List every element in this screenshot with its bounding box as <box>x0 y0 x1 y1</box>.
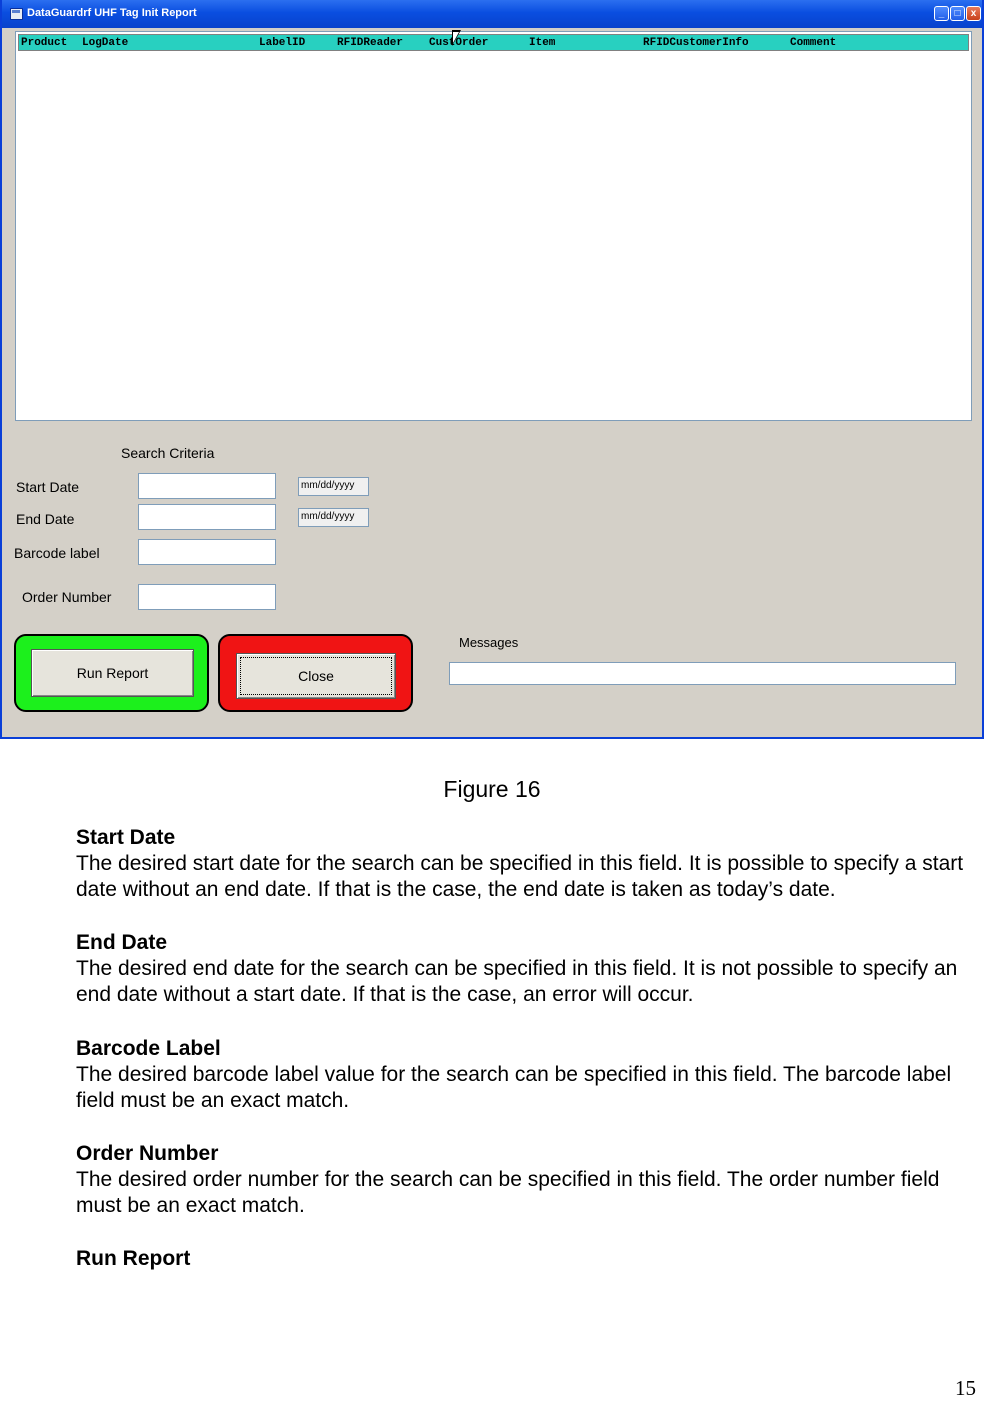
start-date-format-hint: mm/dd/yyyy <box>298 477 369 496</box>
column-header-comment[interactable]: Comment <box>790 37 837 49</box>
search-criteria-heading: Search Criteria <box>121 445 215 461</box>
section-start-date <box>76 825 982 903</box>
barcode-label-input[interactable] <box>138 539 276 565</box>
barcode-label-label: Barcode label <box>14 545 100 561</box>
column-header-logdate[interactable]: LogDate <box>82 37 129 49</box>
title-bar[interactable] <box>2 0 982 28</box>
section-barcode-label <box>76 1036 982 1114</box>
section-heading: Order Number <box>76 1142 219 1165</box>
section-run-report <box>76 1246 982 1272</box>
messages-field <box>449 662 956 685</box>
section-body: The desired barcode label value for the search can be specified in this field. The barcode label field must be an exact match. <box>76 1063 952 1112</box>
order-number-input[interactable] <box>138 584 276 610</box>
section-heading: Run Report <box>76 1247 191 1270</box>
end-date-format-hint: mm/dd/yyyy <box>298 508 369 527</box>
section-end-date <box>76 930 982 1008</box>
section-heading: End Date <box>76 931 168 954</box>
section-body: The desired order number for the search can be specified in this field. The order number field must be an exact match. <box>76 1168 940 1217</box>
page-number: 15 <box>955 1376 976 1400</box>
column-header-labelid[interactable]: LabelID <box>259 37 306 49</box>
messages-label: Messages <box>459 635 519 650</box>
maximize-button[interactable]: □ <box>950 6 965 21</box>
order-number-label: Order Number <box>22 589 112 605</box>
end-date-label: End Date <box>16 511 75 527</box>
close-button-frame <box>218 634 413 712</box>
minimize-button[interactable]: _ <box>934 6 949 21</box>
end-date-input[interactable] <box>138 504 276 530</box>
start-date-label: Start Date <box>16 479 80 495</box>
section-body: The desired start date for the search can be specified in this field. It is possible to specify a start date without an end date. If that is the case, the end date is taken as today’s date. <box>76 852 964 901</box>
close-window-button[interactable]: x <box>966 6 981 21</box>
run-report-button-frame <box>14 634 209 712</box>
section-body: The desired end date for the search can be specified in this field. It is not possible to specify an end date without a start date. If that is the case, an error will occur. <box>76 957 958 1006</box>
run-report-button[interactable]: Run Report <box>31 649 194 697</box>
figure-caption: Figure 16 <box>443 776 541 802</box>
column-header-item[interactable]: Item <box>529 37 556 49</box>
column-header-custorder[interactable]: CustOrder <box>429 37 489 49</box>
section-heading: Start Date <box>76 826 176 849</box>
close-button[interactable]: Close <box>236 653 396 699</box>
report-grid[interactable] <box>15 31 972 421</box>
column-header-rfidreader[interactable]: RFIDReader <box>337 37 404 49</box>
column-header-rfidcustomerinfo[interactable]: RFIDCustomerInfo <box>643 37 749 49</box>
app-icon <box>10 8 23 20</box>
section-order-number <box>76 1141 982 1219</box>
window-title: DataGuardrf UHF Tag Init Report <box>27 7 197 19</box>
column-header-product[interactable]: Product <box>21 37 68 49</box>
grid-header <box>18 34 969 51</box>
start-date-input[interactable] <box>138 473 276 499</box>
mouse-cursor-icon <box>452 30 461 46</box>
section-heading: Barcode Label <box>76 1037 221 1060</box>
